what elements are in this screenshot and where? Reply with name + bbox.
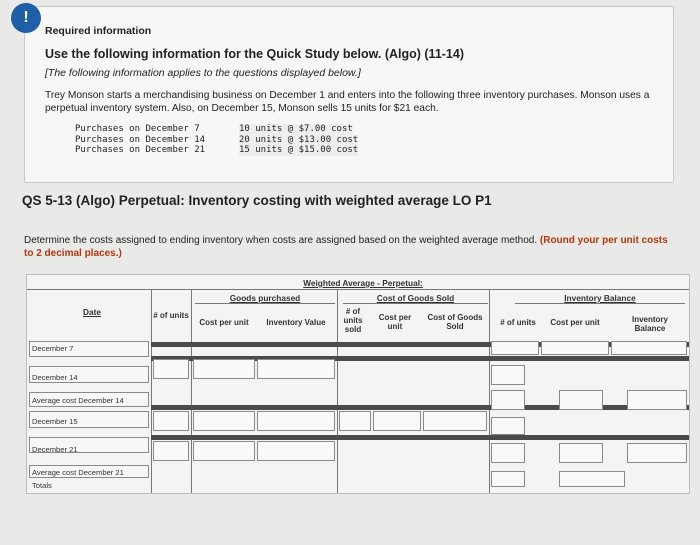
column-divider: [337, 289, 338, 493]
input-cell[interactable]: [257, 359, 335, 379]
row-separator: [151, 405, 689, 410]
row-separator: [151, 435, 689, 440]
input-cell[interactable]: [491, 365, 525, 385]
row-label: December 21: [32, 445, 78, 454]
input-cell[interactable]: [491, 417, 525, 435]
row-label: December 7: [32, 344, 74, 353]
row-label: Totals: [32, 481, 52, 490]
inventory-balance-header: Inventory Balance: [564, 293, 636, 303]
input-cell[interactable]: [627, 390, 687, 410]
gp-inventory-value-header: Inventory Value: [266, 318, 326, 327]
input-cell[interactable]: [491, 390, 525, 410]
purchases-list: [75, 124, 653, 156]
input-cell[interactable]: [559, 443, 603, 463]
scenario-paragraph: Trey Monson starts a merchandising business on December 1 and enters into the following three inventory purchases. Monson uses a perpetual inventory system. Also, on December 15, Monson sells 15 units for $21 each.: [45, 90, 650, 114]
required-information-label: Required information: [45, 25, 152, 37]
table-title: Weighted Average - Perpetual:: [303, 278, 423, 288]
cogs-total-header: Cost of Goods Sold: [427, 313, 483, 331]
row-label: Average cost December 21: [32, 468, 124, 477]
input-cell[interactable]: [193, 441, 255, 461]
row-label: December 14: [32, 373, 78, 382]
row-label: December 15: [32, 417, 78, 426]
information-panel: [24, 6, 674, 183]
purchase-row: Purchases on December 21 15 units @ $15.00 cost: [75, 145, 359, 155]
goods-purchased-header: Goods purchased: [229, 293, 301, 303]
input-cell[interactable]: [193, 359, 255, 379]
row-label: Average cost December 14: [32, 396, 124, 405]
input-cell[interactable]: [491, 443, 525, 463]
header-divider: [27, 289, 689, 290]
header-divider: [195, 303, 335, 304]
input-cell[interactable]: [541, 341, 609, 355]
column-divider: [191, 289, 192, 493]
input-cell[interactable]: [423, 411, 487, 431]
cogs-header: Cost of Goods Sold: [376, 293, 455, 303]
column-divider: [151, 289, 152, 493]
date-header: Date: [83, 307, 101, 317]
column-divider: [489, 289, 490, 493]
input-cell[interactable]: [491, 471, 525, 487]
purchase-row: Purchases on December 7 10 units @ $7.00 cost: [75, 124, 353, 134]
question-title: QS 5-13 (Algo) Perpetual: Inventory costing with weighted average LO P1: [22, 193, 492, 208]
gp-units-header: # of units: [153, 311, 189, 320]
header-divider: [515, 303, 685, 304]
weighted-average-table: [26, 274, 690, 494]
input-cell[interactable]: [153, 441, 189, 461]
input-cell[interactable]: [491, 341, 539, 355]
header-divider: [343, 303, 488, 304]
input-cell[interactable]: [153, 411, 189, 431]
input-cell[interactable]: [627, 443, 687, 463]
input-cell[interactable]: [153, 359, 189, 379]
cogs-units-header: # of units sold: [343, 307, 363, 334]
input-cell[interactable]: [373, 411, 421, 431]
ib-balance-header: Inventory Balance: [631, 315, 668, 333]
ib-cost-per-unit-header: Cost per unit: [550, 318, 600, 327]
alert-icon: !: [11, 3, 41, 33]
input-cell[interactable]: [339, 411, 371, 431]
gp-cost-per-unit-header: Cost per unit: [199, 318, 249, 327]
input-cell[interactable]: [257, 411, 335, 431]
input-cell[interactable]: [611, 341, 687, 355]
input-cell[interactable]: [257, 441, 335, 461]
input-cell[interactable]: [559, 471, 625, 487]
cogs-cost-per-unit-header: Cost per unit: [378, 313, 412, 331]
applies-note: [The following information applies to the questions displayed below.]: [45, 67, 361, 79]
use-following-heading: Use the following information for the Quick Study below. (Algo) (11-14): [45, 47, 465, 61]
ib-units-header: # of units: [500, 318, 536, 327]
input-cell[interactable]: [193, 411, 255, 431]
purchase-row: Purchases on December 14 20 units @ $13.00 cost: [75, 134, 359, 145]
question-instruction: Determine the costs assigned to ending inventory when costs are assigned based on the weighted average method. (Round your per unit costs to 2 decimal places.): [24, 235, 668, 259]
input-cell[interactable]: [559, 390, 603, 410]
